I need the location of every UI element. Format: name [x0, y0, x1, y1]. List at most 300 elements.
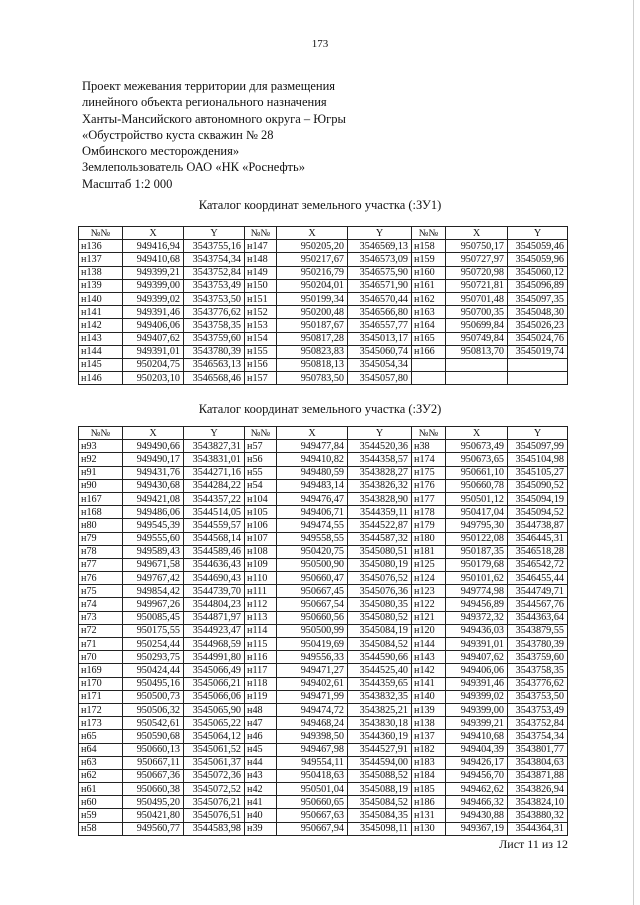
point-id-cell: н125: [412, 558, 446, 571]
column-header: Y: [348, 427, 412, 440]
y-coordinate-cell: 3546575,90: [348, 266, 412, 279]
y-coordinate-cell: 3545026,23: [508, 319, 568, 332]
y-coordinate-cell: 3545013,17: [348, 332, 412, 345]
table-row: [79, 253, 568, 266]
y-coordinate-cell: 3545019,74: [508, 345, 568, 358]
catalog-title-zu1: Каталог координат земельного участка (:ЗУ1): [198, 198, 442, 212]
point-id-cell: н47: [245, 717, 277, 730]
x-coordinate-cell: 950506,32: [123, 703, 184, 716]
y-coordinate-cell: 3544364,31: [508, 822, 568, 835]
point-id-cell: н39: [245, 822, 277, 835]
point-id-cell: н170: [79, 677, 123, 690]
point-id-cell: н65: [79, 730, 123, 743]
column-header: Y: [508, 227, 568, 240]
column-header: Y: [348, 227, 412, 240]
point-id-cell: н164: [412, 319, 446, 332]
x-coordinate-cell: 949671,58: [123, 558, 184, 571]
y-coordinate-cell: 3545061,52: [184, 743, 245, 756]
point-id-cell: н115: [245, 638, 277, 651]
y-coordinate-cell: 3546570,44: [348, 292, 412, 305]
y-coordinate-cell: 3544359,65: [348, 677, 412, 690]
point-id-cell: н114: [245, 624, 277, 637]
y-coordinate-cell: 3543754,34: [184, 253, 245, 266]
y-coordinate-cell: 3545097,35: [508, 292, 568, 305]
point-id-cell: н46: [245, 730, 277, 743]
table-row: [79, 730, 568, 743]
x-coordinate-cell: 950660,38: [123, 783, 184, 796]
point-id-cell: н181: [412, 545, 446, 558]
y-coordinate-cell: 3544923,47: [184, 624, 245, 637]
y-coordinate-cell: 3543828,27: [348, 466, 412, 479]
y-coordinate-cell: 3545066,21: [184, 677, 245, 690]
point-id-cell: н62: [79, 769, 123, 782]
y-coordinate-cell: 3543776,62: [508, 677, 568, 690]
x-coordinate-cell: 950421,80: [123, 809, 184, 822]
point-id-cell: н183: [412, 756, 446, 769]
x-coordinate-cell: 949774,98: [446, 585, 508, 598]
x-coordinate-cell: 949426,17: [446, 756, 508, 769]
table-row: [79, 572, 568, 585]
y-coordinate-cell: 3544357,22: [184, 492, 245, 505]
point-id-cell: н118: [245, 677, 277, 690]
y-coordinate-cell: 3544589,46: [184, 545, 245, 558]
x-coordinate-cell: 950203,10: [123, 372, 184, 385]
point-id-cell: н56: [245, 453, 277, 466]
point-id-cell: н42: [245, 783, 277, 796]
point-id-cell: н182: [412, 743, 446, 756]
point-id-cell: н185: [412, 783, 446, 796]
x-coordinate-cell: 950254,44: [123, 638, 184, 651]
column-header: №№: [79, 427, 123, 440]
point-id-cell: н179: [412, 519, 446, 532]
y-coordinate-cell: 3545084,35: [348, 809, 412, 822]
point-id-cell: н109: [245, 558, 277, 571]
y-coordinate-cell: 3545076,21: [184, 796, 245, 809]
y-coordinate-cell: 3545088,52: [348, 769, 412, 782]
point-id-cell: н63: [79, 756, 123, 769]
table-row: [79, 532, 568, 545]
point-id-cell: н75: [79, 585, 123, 598]
column-header: X: [123, 427, 184, 440]
x-coordinate-cell: 950501,12: [446, 492, 508, 505]
document-header: [82, 78, 346, 192]
y-coordinate-cell: 3545076,52: [348, 572, 412, 585]
point-id-cell: н92: [79, 453, 123, 466]
column-header: Y: [508, 427, 568, 440]
table-row: [79, 240, 568, 253]
table-header-row: [79, 227, 568, 240]
x-coordinate-cell: 949399,21: [446, 717, 508, 730]
table-row: [79, 743, 568, 756]
header-line: линейного объекта регионального назначения: [82, 95, 327, 110]
y-coordinate-cell: 3545076,36: [348, 585, 412, 598]
y-coordinate-cell: 3546568,46: [184, 372, 245, 385]
table-row: [79, 319, 568, 332]
table-row: [79, 598, 568, 611]
table-row: [79, 769, 568, 782]
x-coordinate-cell: 949545,39: [123, 519, 184, 532]
point-id-cell: н169: [79, 664, 123, 677]
point-id-cell: н175: [412, 466, 446, 479]
point-id-cell: н77: [79, 558, 123, 571]
point-id-cell: н140: [79, 292, 123, 305]
x-coordinate-cell: 950424,44: [123, 664, 184, 677]
point-id-cell: н119: [245, 690, 277, 703]
y-coordinate-cell: 3545084,52: [348, 638, 412, 651]
point-id-cell: н139: [79, 279, 123, 292]
point-id-cell: н143: [412, 651, 446, 664]
point-id-cell: н147: [245, 240, 277, 253]
point-id-cell: н74: [79, 598, 123, 611]
point-id-cell: н54: [245, 479, 277, 492]
x-coordinate-cell: 950667,11: [123, 756, 184, 769]
x-coordinate-cell: 949407,62: [123, 332, 184, 345]
table-row: [79, 703, 568, 716]
x-coordinate-cell: 949399,21: [123, 266, 184, 279]
point-id-cell: н107: [245, 532, 277, 545]
x-coordinate-cell: [446, 372, 508, 385]
y-coordinate-cell: 3544514,05: [184, 506, 245, 519]
header-line: Проект межевания территории для размещения: [82, 79, 336, 93]
point-id-cell: н80: [79, 519, 123, 532]
point-id-cell: н105: [245, 506, 277, 519]
y-coordinate-cell: 3544590,66: [348, 651, 412, 664]
y-coordinate-cell: 3546573,09: [348, 253, 412, 266]
x-coordinate-cell: 950101,62: [446, 572, 508, 585]
table-row: [79, 466, 568, 479]
point-id-cell: н79: [79, 532, 123, 545]
x-coordinate-cell: 949474,55: [277, 519, 348, 532]
table-row: [79, 358, 568, 371]
point-id-cell: н60: [79, 796, 123, 809]
x-coordinate-cell: 949854,42: [123, 585, 184, 598]
point-id-cell: н154: [245, 332, 277, 345]
x-coordinate-cell: 950122,08: [446, 532, 508, 545]
x-coordinate-cell: 950660,78: [446, 479, 508, 492]
x-coordinate-cell: 949402,61: [277, 677, 348, 690]
x-coordinate-cell: 949404,39: [446, 743, 508, 756]
table-row: [79, 585, 568, 598]
y-coordinate-cell: 3543776,62: [184, 306, 245, 319]
x-coordinate-cell: 949456,89: [446, 598, 508, 611]
y-coordinate-cell: 3544991,80: [184, 651, 245, 664]
point-id-cell: н184: [412, 769, 446, 782]
y-coordinate-cell: 3544567,76: [508, 598, 568, 611]
x-coordinate-cell: 949466,32: [446, 796, 508, 809]
point-id-cell: н121: [412, 611, 446, 624]
y-coordinate-cell: 3546557,77: [348, 319, 412, 332]
y-coordinate-cell: 3544568,14: [184, 532, 245, 545]
x-coordinate-cell: 950667,94: [277, 822, 348, 835]
x-coordinate-cell: 949471,99: [277, 690, 348, 703]
x-coordinate-cell: 949476,47: [277, 492, 348, 505]
x-coordinate-cell: 950495,20: [123, 796, 184, 809]
x-coordinate-cell: 950727,97: [446, 253, 508, 266]
y-coordinate-cell: 3543753,49: [508, 703, 568, 716]
y-coordinate-cell: 3544360,19: [348, 730, 412, 743]
x-coordinate-cell: 950667,45: [277, 585, 348, 598]
header-line: Землепользователь ОАО «НК «Роснефть»: [82, 160, 305, 175]
y-coordinate-cell: 3545080,52: [348, 611, 412, 624]
x-coordinate-cell: 949456,70: [446, 769, 508, 782]
page-number: 173: [311, 38, 329, 50]
point-id-cell: н137: [412, 730, 446, 743]
point-id-cell: н138: [412, 717, 446, 730]
y-coordinate-cell: 3543827,31: [184, 440, 245, 453]
point-id-cell: н146: [79, 372, 123, 385]
y-coordinate-cell: 3545097,99: [508, 440, 568, 453]
table-row: [79, 306, 568, 319]
y-coordinate-cell: 3545060,12: [508, 266, 568, 279]
y-coordinate-cell: 3544522,87: [348, 519, 412, 532]
point-id-cell: н116: [245, 651, 277, 664]
x-coordinate-cell: 949474,72: [277, 703, 348, 716]
point-id-cell: н148: [245, 253, 277, 266]
x-coordinate-cell: 949490,17: [123, 453, 184, 466]
table-row: [79, 677, 568, 690]
point-id-cell: н130: [412, 822, 446, 835]
x-coordinate-cell: 949410,68: [123, 253, 184, 266]
point-id-cell: н141: [412, 677, 446, 690]
point-id-cell: н40: [245, 809, 277, 822]
x-coordinate-cell: 950204,01: [277, 279, 348, 292]
x-coordinate-cell: 949407,62: [446, 651, 508, 664]
point-id-cell: н178: [412, 506, 446, 519]
header-line: Ханты-Мансийского автономного округа – Югры: [82, 111, 346, 126]
x-coordinate-cell: 949486,06: [123, 506, 184, 519]
x-coordinate-cell: 950417,04: [446, 506, 508, 519]
x-coordinate-cell: 950418,63: [277, 769, 348, 782]
x-coordinate-cell: 950823,83: [277, 345, 348, 358]
x-coordinate-cell: 950542,61: [123, 717, 184, 730]
point-id-cell: н120: [412, 624, 446, 637]
y-coordinate-cell: 3543832,35: [348, 690, 412, 703]
y-coordinate-cell: 3544739,70: [184, 585, 245, 598]
x-coordinate-cell: 949471,27: [277, 664, 348, 677]
x-coordinate-cell: 950721,81: [446, 279, 508, 292]
x-coordinate-cell: 949398,50: [277, 730, 348, 743]
point-id-cell: н123: [412, 585, 446, 598]
point-id-cell: н142: [412, 664, 446, 677]
table-row: [79, 638, 568, 651]
x-coordinate-cell: 950200,48: [277, 306, 348, 319]
point-id-cell: н156: [245, 358, 277, 371]
point-id-cell: н177: [412, 492, 446, 505]
y-coordinate-cell: 3543828,90: [348, 492, 412, 505]
x-coordinate-cell: 949477,84: [277, 440, 348, 453]
y-coordinate-cell: 3543871,88: [508, 769, 568, 782]
x-coordinate-cell: 950495,16: [123, 677, 184, 690]
y-coordinate-cell: 3545084,52: [348, 796, 412, 809]
y-coordinate-cell: 3545059,46: [508, 240, 568, 253]
y-coordinate-cell: 3543753,50: [184, 292, 245, 305]
point-id-cell: н122: [412, 598, 446, 611]
x-coordinate-cell: 949436,03: [446, 624, 508, 637]
column-header: X: [277, 427, 348, 440]
x-coordinate-cell: 950187,67: [277, 319, 348, 332]
y-coordinate-cell: 3545094,19: [508, 492, 568, 505]
y-coordinate-cell: 3546571,90: [348, 279, 412, 292]
x-coordinate-cell: 950817,28: [277, 332, 348, 345]
y-coordinate-cell: 3543824,10: [508, 796, 568, 809]
point-id-cell: н153: [245, 319, 277, 332]
y-coordinate-cell: 3544968,59: [184, 638, 245, 651]
y-coordinate-cell: [508, 372, 568, 385]
x-coordinate-cell: 950217,67: [277, 253, 348, 266]
point-id-cell: н145: [79, 358, 123, 371]
y-coordinate-cell: 3544525,40: [348, 664, 412, 677]
y-coordinate-cell: 3546542,72: [508, 558, 568, 571]
y-coordinate-cell: 3545065,90: [184, 703, 245, 716]
table-header-row: [79, 427, 568, 440]
table-row: [79, 690, 568, 703]
x-coordinate-cell: 950813,70: [446, 345, 508, 358]
point-id-cell: н160: [412, 266, 446, 279]
table-row: [79, 756, 568, 769]
x-coordinate-cell: 949399,00: [446, 703, 508, 716]
point-id-cell: н111: [245, 585, 277, 598]
y-coordinate-cell: 3546563,13: [184, 358, 245, 371]
y-coordinate-cell: 3543780,39: [508, 638, 568, 651]
y-coordinate-cell: 3545080,19: [348, 558, 412, 571]
point-id-cell: н139: [412, 703, 446, 716]
table-row: [79, 492, 568, 505]
x-coordinate-cell: 950199,34: [277, 292, 348, 305]
x-coordinate-cell: 950661,10: [446, 466, 508, 479]
point-id-cell: н165: [412, 332, 446, 345]
x-coordinate-cell: 950175,55: [123, 624, 184, 637]
y-coordinate-cell: 3545098,11: [348, 822, 412, 835]
y-coordinate-cell: 3546455,44: [508, 572, 568, 585]
x-coordinate-cell: 949410,68: [446, 730, 508, 743]
y-coordinate-cell: 3543755,16: [184, 240, 245, 253]
table-row: [79, 506, 568, 519]
point-id-cell: н186: [412, 796, 446, 809]
point-id-cell: н59: [79, 809, 123, 822]
y-coordinate-cell: 3544594,00: [348, 756, 412, 769]
x-coordinate-cell: 949431,76: [123, 466, 184, 479]
point-id-cell: н131: [412, 809, 446, 822]
point-id-cell: н71: [79, 638, 123, 651]
x-coordinate-cell: 950420,75: [277, 545, 348, 558]
x-coordinate-cell: 950500,99: [277, 624, 348, 637]
x-coordinate-cell: 949555,60: [123, 532, 184, 545]
x-coordinate-cell: 950293,75: [123, 651, 184, 664]
x-coordinate-cell: 950500,73: [123, 690, 184, 703]
x-coordinate-cell: 950783,50: [277, 372, 348, 385]
y-coordinate-cell: 3544583,98: [184, 822, 245, 835]
point-id-cell: н141: [79, 306, 123, 319]
x-coordinate-cell: 950720,98: [446, 266, 508, 279]
x-coordinate-cell: 950667,63: [277, 809, 348, 822]
point-id-cell: н91: [79, 466, 123, 479]
table-row: [79, 372, 568, 385]
point-id-cell: н172: [79, 703, 123, 716]
x-coordinate-cell: 949410,82: [277, 453, 348, 466]
header-line: «Обустройство куста скважин № 28: [82, 127, 274, 142]
x-coordinate-cell: 949795,30: [446, 519, 508, 532]
y-coordinate-cell: 3543759,60: [508, 651, 568, 664]
y-coordinate-cell: 3545104,98: [508, 453, 568, 466]
y-coordinate-cell: 3544871,97: [184, 611, 245, 624]
x-coordinate-cell: 950660,47: [277, 572, 348, 585]
y-coordinate-cell: 3544363,64: [508, 611, 568, 624]
point-id-cell: н140: [412, 690, 446, 703]
point-id-cell: н106: [245, 519, 277, 532]
table-row: [79, 519, 568, 532]
x-coordinate-cell: 949483,14: [277, 479, 348, 492]
y-coordinate-cell: 3545084,19: [348, 624, 412, 637]
x-coordinate-cell: 949406,06: [446, 664, 508, 677]
y-coordinate-cell: 3543826,94: [508, 783, 568, 796]
point-id-cell: н58: [79, 822, 123, 835]
y-coordinate-cell: 3545080,35: [348, 598, 412, 611]
x-coordinate-cell: 949399,02: [446, 690, 508, 703]
point-id-cell: н173: [79, 717, 123, 730]
point-id-cell: н43: [245, 769, 277, 782]
x-coordinate-cell: 950750,17: [446, 240, 508, 253]
x-coordinate-cell: 950818,13: [277, 358, 348, 371]
x-coordinate-cell: 949589,43: [123, 545, 184, 558]
x-coordinate-cell: 950501,04: [277, 783, 348, 796]
x-coordinate-cell: 949406,71: [277, 506, 348, 519]
table-row: [79, 651, 568, 664]
point-id-cell: н149: [245, 266, 277, 279]
point-id-cell: н73: [79, 611, 123, 624]
table-row: [79, 796, 568, 809]
sheet-number: Лист 11 из 12: [499, 837, 568, 851]
y-coordinate-cell: 3545090,52: [508, 479, 568, 492]
x-coordinate-cell: 949558,55: [277, 532, 348, 545]
y-coordinate-cell: 3545057,80: [348, 372, 412, 385]
point-id-cell: н61: [79, 783, 123, 796]
point-id-cell: н167: [79, 492, 123, 505]
y-coordinate-cell: 3545061,37: [184, 756, 245, 769]
coordinates-table-zu2: [78, 426, 568, 836]
y-coordinate-cell: 3544520,36: [348, 440, 412, 453]
y-coordinate-cell: 3544559,57: [184, 519, 245, 532]
point-id-cell: н57: [245, 440, 277, 453]
point-id-cell: н44: [245, 756, 277, 769]
y-coordinate-cell: 3543826,32: [348, 479, 412, 492]
table-row: [79, 624, 568, 637]
table-row: [79, 664, 568, 677]
y-coordinate-cell: [508, 358, 568, 371]
point-id-cell: н38: [412, 440, 446, 453]
point-id-cell: н70: [79, 651, 123, 664]
x-coordinate-cell: 950749,84: [446, 332, 508, 345]
point-id-cell: н48: [245, 703, 277, 716]
column-header: Y: [184, 227, 245, 240]
x-coordinate-cell: 949399,02: [123, 292, 184, 305]
column-header: X: [446, 227, 508, 240]
point-id-cell: н171: [79, 690, 123, 703]
x-coordinate-cell: 949490,66: [123, 440, 184, 453]
point-id-cell: н163: [412, 306, 446, 319]
x-coordinate-cell: 949554,11: [277, 756, 348, 769]
x-coordinate-cell: 949430,68: [123, 479, 184, 492]
y-coordinate-cell: 3545094,52: [508, 506, 568, 519]
y-coordinate-cell: 3546518,28: [508, 545, 568, 558]
x-coordinate-cell: 950660,56: [277, 611, 348, 624]
column-header: №№: [79, 227, 123, 240]
y-coordinate-cell: 3543825,21: [348, 703, 412, 716]
table-row: [79, 279, 568, 292]
y-coordinate-cell: 3544358,57: [348, 453, 412, 466]
y-coordinate-cell: 3545066,06: [184, 690, 245, 703]
header-line: Масштаб 1:2 000: [82, 176, 173, 191]
x-coordinate-cell: [446, 358, 508, 371]
